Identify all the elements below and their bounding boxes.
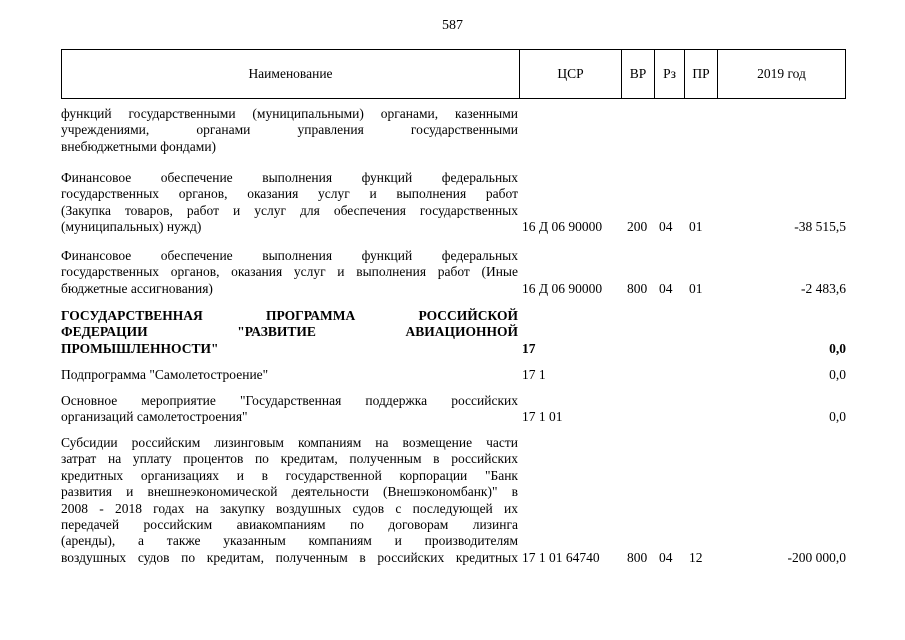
row-name-line: затрат на уплату процентов по кредитам, полученным в российских — [61, 451, 518, 467]
row-csr: 16 Д 06 90000 — [522, 280, 603, 296]
row-name-line: передачей российским авиакомпаниям по договорам лизинга — [61, 517, 518, 533]
header-pr: ПР — [692, 66, 710, 81]
row-rz: 04 — [659, 280, 673, 296]
header-csr: ЦСР — [557, 66, 584, 81]
row-name-line: Основное мероприятие "Государственная поддержка российских — [61, 393, 518, 408]
row-name — [61, 308, 518, 357]
row-name-line: (аренды), а также указанным компаниям и производителям — [61, 533, 518, 549]
row-csr: 17 1 01 — [522, 409, 563, 425]
row-name-line: кредитных организациях и в государственной корпорации "Банк — [61, 467, 518, 483]
row-value: 0,0 — [829, 340, 846, 356]
row-rz: 04 — [659, 219, 673, 235]
table-header — [61, 49, 846, 99]
row-name — [61, 393, 518, 426]
row-pr: 01 — [689, 280, 703, 296]
header-year: 2019 год — [757, 66, 806, 81]
row-name-line: функций государственными (муниципальными) органами, казенными — [61, 106, 518, 121]
row-name-line: Подпрограмма "Самолетостроение" — [61, 367, 269, 382]
row-value: 0,0 — [829, 409, 846, 425]
header-vr: ВР — [629, 66, 647, 81]
row-name-line: 2008 - 2018 годах на закупку воздушных судов с последующей их — [61, 500, 518, 516]
row-pr: 01 — [689, 219, 703, 235]
row-name-line: ГОСУДАРСТВЕННАЯ ПРОГРАММА РОССИЙСКОЙ — [61, 308, 518, 323]
row-name-line: Финансовое обеспечение выполнения функций федеральных — [61, 248, 518, 263]
row-vr: 800 — [627, 280, 648, 296]
row-name-line: ПРОМЫШЛЕННОСТИ" — [61, 340, 219, 356]
row-rz: 04 — [659, 549, 673, 565]
row-name-line: учреждениями, органами управления государственными — [61, 122, 518, 138]
row-name-line: бюджетные ассигнования) — [61, 280, 213, 296]
row-value: -200 000,0 — [787, 549, 846, 565]
page-number: 587 — [442, 18, 463, 33]
row-value: -2 483,6 — [801, 280, 846, 296]
row-name-line: организаций самолетостроения" — [61, 409, 248, 425]
row-name — [61, 435, 518, 566]
row-csr: 17 1 — [522, 367, 546, 382]
row-pr: 12 — [689, 549, 703, 565]
row-value: -38 515,5 — [794, 219, 846, 235]
row-vr: 800 — [627, 549, 648, 565]
row-csr: 16 Д 06 90000 — [522, 219, 603, 235]
row-value: 0,0 — [829, 367, 846, 382]
row-vr: 200 — [627, 219, 648, 235]
row-name-line: развития и внешнеэкономической деятельности (Внешэкономбанк)" в — [61, 484, 518, 500]
row-name — [61, 367, 518, 383]
row-name-line: государственных органов, оказания услуг и выполнения работ (Иные — [61, 264, 518, 280]
row-name-line: (муниципальных) нужд) — [61, 219, 202, 235]
row-name — [61, 248, 518, 297]
row-name-line: воздушных судов по кредитам, полученным в российских кредитных — [61, 549, 518, 565]
row-name-line: государственных органов, оказания услуг и выполнения работ — [61, 186, 518, 202]
row-csr: 17 1 01 64740 — [522, 549, 600, 565]
row-csr: 17 — [522, 340, 536, 356]
row-name — [61, 170, 518, 236]
row-name-line: внебюджетными фондами) — [61, 138, 217, 154]
row-name — [61, 106, 518, 155]
row-name-line: Финансовое обеспечение выполнения функций федеральных — [61, 170, 518, 185]
header-rz: Рз — [663, 66, 676, 81]
row-name-line: (Закупка товаров, работ и услуг для обеспечения государственных — [61, 202, 518, 218]
header-name: Наименование — [248, 66, 333, 81]
row-name-line: Субсидии российским лизинговым компаниям на возмещение части — [61, 435, 518, 450]
row-name-line: ФЕДЕРАЦИИ "РАЗВИТИЕ АВИАЦИОННОЙ — [61, 324, 518, 340]
